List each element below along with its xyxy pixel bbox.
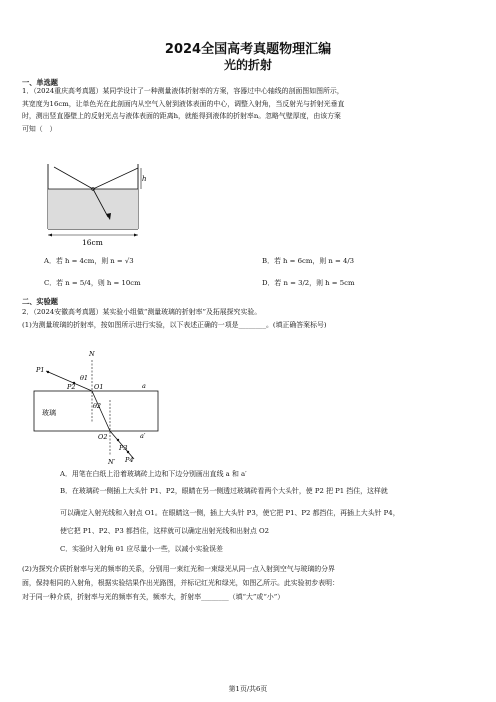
section-heading-experiment: 二、实验题 — [22, 297, 58, 306]
part2-line: (2)为探究介质折射率与光的频率的关系，分别用一束红光和一束绿光从同一点入射到空气与玻璃的分界 — [22, 565, 335, 573]
question-2-part1: (1)为测量玻璃的折射率，按如图所示进行实验，以下表述正确的一项是________。(填正确答案标号) — [22, 320, 327, 329]
page-footer: 第1页/共6页 — [228, 685, 268, 693]
question-2-stem — [22, 306, 474, 331]
question-1-line: 1．（2024重庆高考真题）某同学设计了一种测量液体折射率的方案，容器过中心轴线的剖面图如图所示， — [22, 87, 344, 95]
q2-options — [60, 468, 480, 497]
question-1-line: 时，测出竖直器壁上的反射光点与液体表面的距离h，就能得到液体的折射率n。忽略气壁厚度，由该方案 — [22, 112, 341, 121]
point-o2: O2 — [98, 433, 108, 441]
part2-line: 对于同一种介质，折射率与光的频率有关，频率大，折射率________（填“大”或“小”） — [22, 593, 285, 601]
normal-label-n-prime: N′ — [108, 458, 116, 466]
line-a-label: a — [142, 382, 146, 390]
question-2-line: 2．（2024安徽高考真题）某实验小组做“测量玻璃的折射率”及拓展探究实验。 — [22, 308, 262, 316]
figure-h-label: h — [142, 175, 147, 183]
q2-option-b-line2: 可以确定入射光线和入射点 O1。在眼睛这一侧，插上大头针 P3，使它把 P1、P2 都挡住，再插上大头针 P4， — [60, 509, 400, 517]
pin-p2: P2 — [67, 383, 76, 391]
question-2-part2 — [22, 562, 474, 604]
angle-theta2: θ2 — [93, 402, 102, 410]
document-title: 2024全国高考真题物理汇编 — [164, 42, 332, 57]
q2-option-b-line1: B．在玻璃砖一侧插上大头针 P1、P2，眼睛在另一侧透过玻璃砖看两个大头针，使 P2 把 P1 挡住，这样就 — [60, 486, 388, 495]
q2-option-a: A．用笔在白纸上沿着玻璃砖上边和下边分别画出直线 a 和 a′ — [60, 470, 247, 478]
pin-p3: P3 — [119, 444, 128, 452]
question-1-line: 可知（ ） — [22, 124, 57, 133]
question-1-line: 其宽度为16cm，让单色光在此剖面内从空气入射到液体表面的中心，调整入射角，当反射光与折射光垂直 — [22, 99, 345, 108]
q2-option-c: C．实验时入射角 θ1 应尽量小一些，以减小实验误差 — [60, 545, 223, 553]
pin-p1: P1 — [36, 366, 45, 374]
q1-option-b: B．若 h = 6cm，则 n = 4/3 — [262, 257, 355, 265]
point-o1: O1 — [94, 383, 104, 391]
glass-label: 玻璃 — [42, 409, 56, 417]
q1-option-c: C．若 n = 5/4，则 h = 10cm — [44, 279, 141, 287]
q1-option-a: A．若 h = 4cm，则 n = √3 — [44, 257, 134, 265]
q1-option-d: D．若 n = 3/2，则 h = 5cm — [262, 279, 355, 287]
q2-option-b-cont — [60, 504, 480, 558]
part2-line: 面，保持相同的入射角，根据实验结果作出光路图，并标记红光和绿光，如图乙所示。此实验初步表明： — [22, 579, 339, 587]
normal-label-n: N — [89, 350, 95, 358]
glass-refraction-figure — [30, 342, 170, 468]
q2-option-b-line3: 使它把 P1、P2、P3 都挡住，这样就可以确定出射光线和出射点 O2 — [60, 527, 270, 535]
figure-width-label: 16cm — [82, 238, 103, 247]
line-a-prime-label: a′ — [140, 432, 146, 440]
angle-theta1: θ1 — [80, 374, 89, 382]
container-figure — [40, 154, 150, 248]
pin-p4: P4 — [125, 456, 134, 464]
question-1-stem — [22, 85, 474, 135]
section-heading-single-choice: 一、单选题 — [22, 78, 58, 87]
document-subtitle: 光的折射 — [223, 58, 272, 72]
